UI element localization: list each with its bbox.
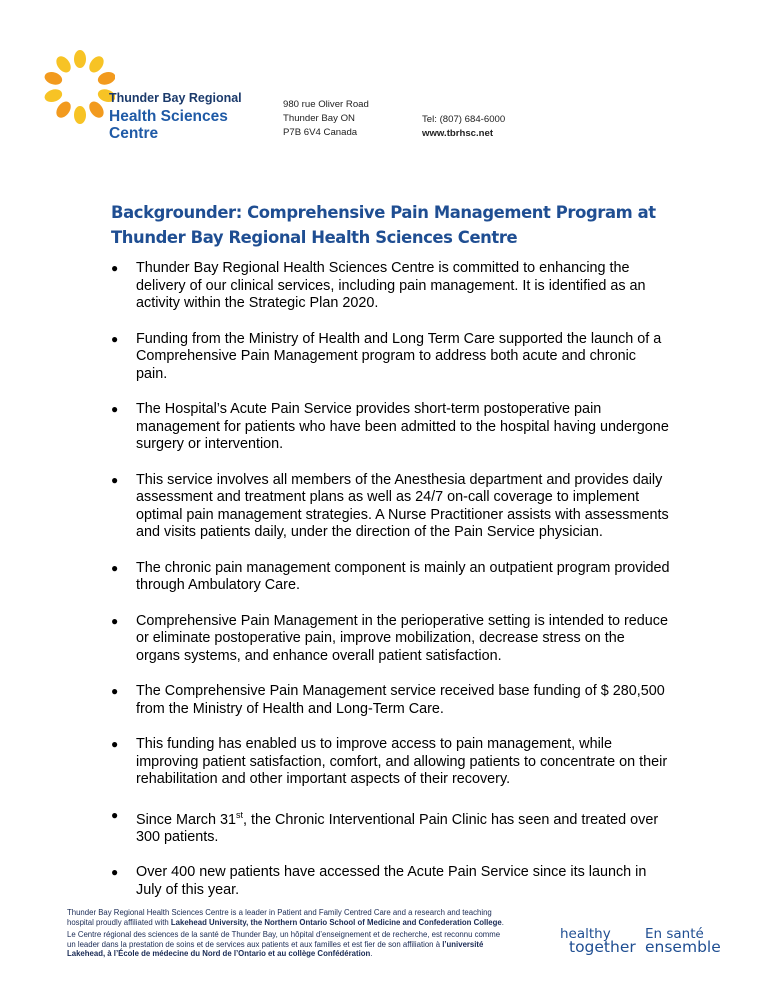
organization-name: [109, 92, 242, 142]
bullet-icon: ●: [111, 402, 119, 416]
list-item-text: Over 400 new patients have accessed the Acute Pain Service since its launch in July of this year.: [136, 864, 647, 898]
address-line: 980 rue Oliver Road: [283, 99, 369, 110]
org-name-line-2: Health Sciences: [109, 107, 228, 125]
footer-fr-text: Le Centre régional des sciences de la santé de Thunder Bay, un hôpital d’enseignement et de recherche, est reconnu comme un leader dans la prestation de soins et de services aux patients et aux familles et est fier de son affiliation à: [67, 930, 501, 949]
list-item-text-start: Since March 31: [136, 811, 236, 828]
list-item: [111, 560, 671, 595]
list-item-text: This funding has enabled us to improve access to pain management, while improving patient satisfaction, comfort, and allowing patients to concentrate on their rehabilitation and other important aspects of their recovery.: [136, 736, 668, 787]
list-item: [111, 472, 671, 542]
footer-en-affiliates: Lakehead University, the Northern Ontario School of Medicine and Confederation College: [170, 917, 502, 927]
list-item-text: The chronic pain management component is mainly an outpatient program provided through Ambulatory Care.: [136, 559, 670, 593]
address-block: [283, 98, 369, 140]
list-item: [111, 807, 671, 847]
contact-block: [422, 113, 505, 141]
bullet-icon: ●: [111, 737, 119, 751]
healthy-together-logo: [560, 926, 740, 971]
address-line: P7B 6V4 Canada: [283, 127, 358, 138]
list-item-text-end: , the Chronic Interventional Pain Clinic has seen and treated over 300 patients.: [136, 811, 659, 845]
slogan-en-2: together: [569, 938, 636, 956]
slogan-fr-2: ensemble: [645, 938, 721, 956]
list-item: [111, 683, 671, 718]
list-item: [111, 736, 671, 789]
list-item-text: Comprehensive Pain Management in the perioperative setting is intended to reduce or eliminate postoperative pain, improve mobilization, decrease stress on the organs systems, and enhance overall patient satisfaction.: [136, 612, 668, 664]
list-item-text: This service involves all members of the Anesthesia department and provides daily assessment and treatment plans as well as 24/7 on-call coverage to implement optimal pain management strategies. A Nurse Practitioner assists with assessments and visits patients daily, under the direction of the Pain Service physician.: [136, 471, 669, 540]
bullet-icon: ●: [111, 684, 119, 698]
list-item: [111, 401, 671, 454]
footer-fr-end: .: [370, 949, 373, 959]
list-item-text: Funding from the Ministry of Health and Long Term Care supported the launch of a Comprehensive Pain Management program to address both acute and chronic pain.: [136, 330, 662, 382]
footer-en-text: Thunder Bay Regional Health Sciences Centre is a leader in Patient and Family Centred Care and a research and teaching hospital proudly affiliated with: [67, 908, 492, 927]
list-item: [111, 260, 671, 313]
footer-french: [67, 930, 507, 959]
list-item-text: The Comprehensive Pain Management service received base funding of $ 280,500 from the Ministry of Health and Long-Term Care.: [136, 683, 665, 717]
slogan-fr-1: En santé: [645, 926, 704, 942]
bullet-icon: ●: [111, 865, 119, 880]
address-line: Thunder Bay ON: [283, 113, 355, 124]
bullet-icon: ●: [111, 807, 119, 822]
bullet-icon: ●: [111, 560, 119, 575]
footer-text: [67, 908, 507, 962]
list-item: [111, 613, 671, 666]
org-name-line-1: Thunder Bay Regional: [109, 91, 242, 105]
footer-english: [67, 908, 507, 927]
bullet-icon: ●: [111, 261, 119, 275]
website-link[interactable]: www.tbrhsc.net: [422, 128, 494, 139]
list-item-text: The Hospital’s Acute Pain Service provides short-term postoperative pain management for patients who have been admitted to the hospital having undergone surgery or intervention.: [136, 401, 669, 452]
footer-en-end: .: [501, 917, 504, 927]
document-title: Backgrounder: Comprehensive Pain Management Program at Thunder Bay Regional Health Sciences Centre: [111, 203, 656, 247]
bullet-list: [111, 260, 671, 917]
list-item: [111, 331, 671, 384]
org-name-line-3: Centre: [109, 125, 159, 142]
phone-number: Tel: (807) 684-6000: [422, 114, 506, 125]
footer-fr-affiliates: l’université Lakehead, à l’École de médecine du Nord de l’Ontario et au collège Confédération: [67, 939, 484, 959]
slogan-en-1: healthy: [560, 926, 611, 942]
ordinal-suffix: st: [235, 809, 243, 820]
bullet-icon: ●: [111, 613, 119, 628]
sun-logo-icon: [40, 45, 115, 125]
bullet-icon: ●: [111, 331, 119, 346]
list-item: [111, 864, 671, 899]
list-item-text: Thunder Bay Regional Health Sciences Centre is committed to enhancing the delivery of our clinical services, including pain management. It is identified as an activity within the Strategic Plan 2020.: [136, 260, 646, 311]
bullet-icon: ●: [111, 472, 119, 487]
